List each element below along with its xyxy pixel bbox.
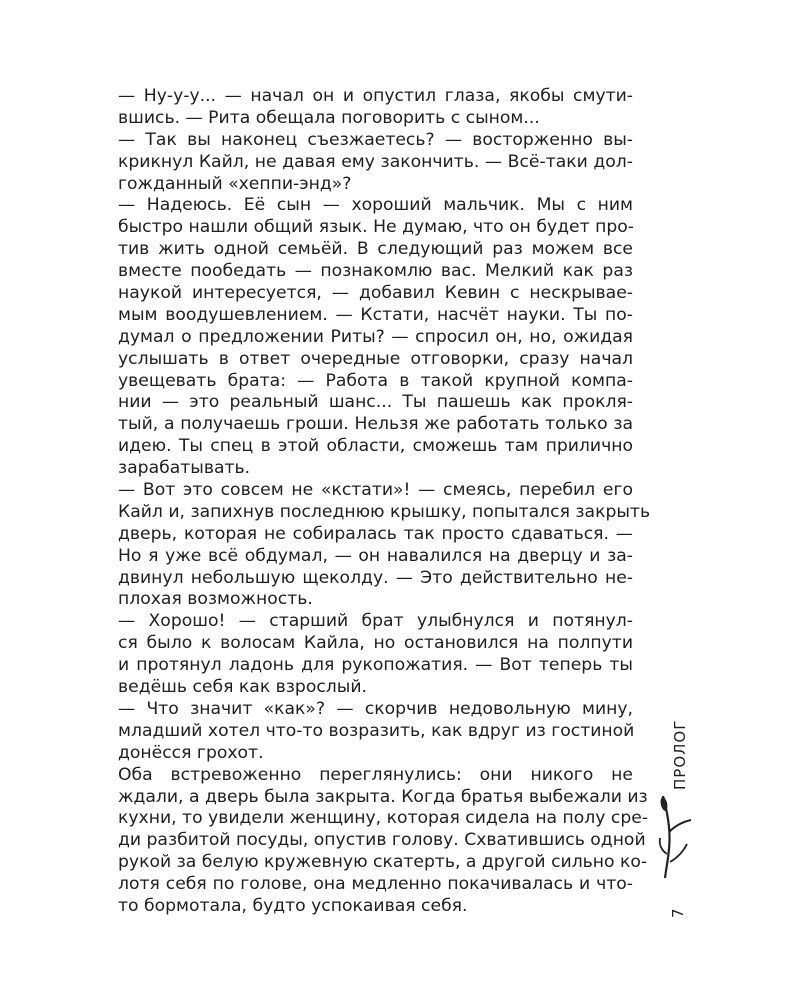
- text-line: вместе пообедать — познакомлю вас. Мелкий как раз: [118, 261, 633, 282]
- text-line: увещевать брата: — Работа в такой крупной компа-: [118, 370, 633, 391]
- text-line: тив жить одной семьёй. В следующий раз можем все: [118, 239, 633, 260]
- text-line: — Хорошо! — старший брат улыбнулся и потянул-: [118, 611, 633, 632]
- text-line: ди разбитой посуды, опустив голову. Схватившись одной: [118, 830, 646, 851]
- text-line: и протянул ладонь для рукопожатия. — Вот теперь ты: [118, 655, 633, 676]
- body-text: [118, 86, 651, 918]
- text-line: то бормотала, будто успокаивая себя.: [118, 895, 468, 916]
- text-line: тый, а получаешь гроши. Нельзя же работать только за: [118, 414, 633, 435]
- text-line: гожданный «хеппи-энд»?: [118, 173, 352, 194]
- text-line: идею. Ты спец в этой области, сможешь там прилично: [118, 436, 633, 457]
- text-line: ся было к волосам Кайла, но остановился на полпути: [118, 633, 633, 654]
- reed-icon: [657, 792, 697, 882]
- text-line: услышать в ответ очередные отговорки, сразу начал: [118, 348, 633, 369]
- text-line: плохая возможность.: [118, 589, 313, 610]
- text-line: Но я уже всё обдумал, — он навалился на дверцу и за-: [118, 545, 633, 566]
- text-line: дверь, которая не собиралась так просто сдаваться. —: [118, 523, 633, 544]
- text-line: — Так вы наконец съезжаетесь? — восторженно вы-: [118, 129, 633, 150]
- text-line: кухни, то увидели женщину, которая сидела на полу сре-: [118, 808, 649, 829]
- text-line: двинул небольшую щеколду. — Это действительно не-: [118, 567, 633, 588]
- text-line: вшись. — Рита обещала поговорить с сыном...: [118, 107, 540, 128]
- text-line: — Что значит «как»? — скорчив недовольную мину,: [118, 698, 633, 719]
- text-line: младший хотел что-то возразить, как вдруг из гостиной: [118, 720, 635, 741]
- text-line: быстро нашли общий язык. Не думаю, что он будет про-: [118, 217, 634, 238]
- text-line: ведёшь себя как взрослый.: [118, 677, 368, 698]
- text-line: нии — это реальный шанс... Ты пашешь как прокля-: [118, 392, 633, 413]
- page-number: 7: [669, 908, 687, 918]
- text-line: лотя себя по голове, она медленно покачивалась и что-: [118, 874, 633, 895]
- text-line: ждали, а дверь была закрыта. Когда братья выбежали из: [118, 786, 648, 807]
- text-line: крикнул Кайл, не давая ему закончить. — Всё-таки дол-: [118, 151, 633, 172]
- text-line: Оба встревоженно переглянулись: они никого не: [118, 764, 633, 785]
- text-line: донёсся грохот.: [118, 742, 264, 763]
- text-line: думал о предложении Риты? — спросил он, но, ожидая: [118, 326, 633, 347]
- text-line: рукой за белую кружевную скатерть, а другой сильно ко-: [118, 852, 648, 873]
- text-line: — Ну-у-у... — начал он и опустил глаза, якобы смути-: [118, 86, 633, 106]
- text-line: Кайл и, запихнув последнюю крышку, попытался закрыть: [118, 501, 651, 522]
- text-line: зарабатывать.: [118, 458, 251, 479]
- text-line: — Вот это совсем не «кстати»! — смеясь, перебил его: [118, 480, 633, 501]
- text-line: наукой интересуется, — добавил Кевин с нескрываe-: [118, 283, 633, 304]
- text-line: мым воодушевлением. — Кстати, насчёт науки. Ты по-: [118, 304, 633, 325]
- running-header-section-title: ПРОЛОГ: [671, 719, 689, 790]
- text-line: — Надеюсь. Её сын — хороший мальчик. Мы с ним: [118, 195, 633, 216]
